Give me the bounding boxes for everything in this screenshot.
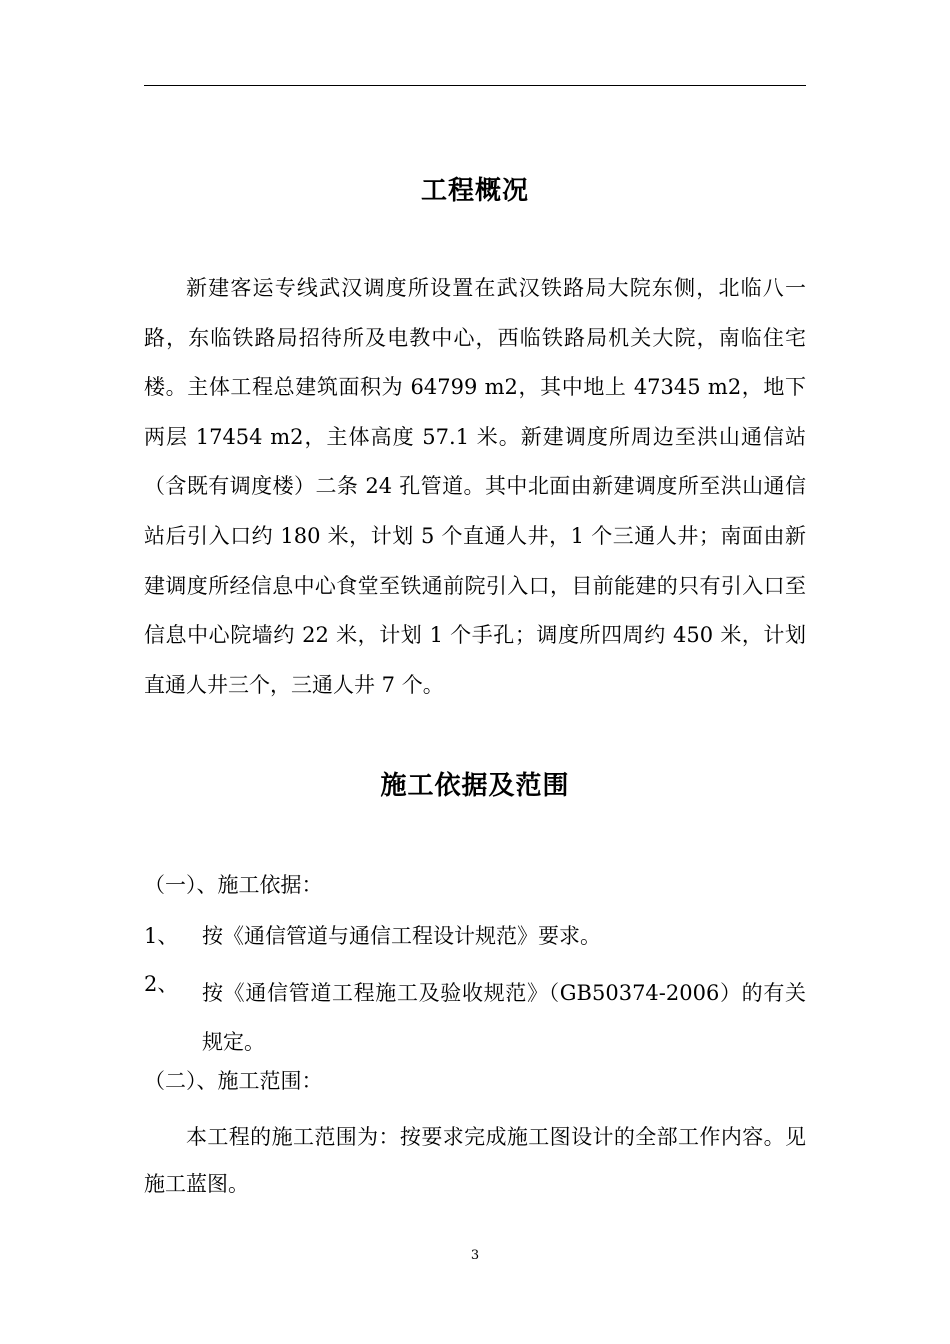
section-title-basis-scope: 施工依据及范围 (380, 771, 570, 801)
list-item-number: 1、 (144, 924, 179, 948)
list-item-text: 按《通信管道工程施工及验收规范》（GB50374-2006）的有关规定。 (202, 981, 806, 1054)
list-item-number: 2、 (144, 972, 179, 996)
scope-paragraph: 本工程的施工范围为：按要求完成施工图设计的全部工作内容。见施工蓝图。 (144, 1125, 806, 1196)
scope-heading: （二）、施工范围： (144, 1069, 323, 1093)
header-rule (144, 85, 806, 86)
section-title-overview: 工程概况 (420, 176, 529, 206)
overview-paragraph: 新建客运专线武汉调度所设置在武汉铁路局大院东侧，北临八一路，东临铁路局招待所及电教中心，西临铁路局机关大院，南临住宅楼。主体工程总建筑面积为 64799 m2，其中地上 47345 m2，地下两层 17454 m2，主体高度 57.1 米。新建调度所周边至洪山通信站（含既有调度楼）二条 24 孔管道。其中北面由新建调度所至洪山通信站后引入口约 180 米，计划 5 个直通人井，1 个三通人井；南面由新建调度所经信息中心食堂至铁通前院引入口，目前能建的只有引入口至信息中心院墙约 22 米，计划 1 个手孔；调度所四周约 450 米，计划直通人井三个，三通人井 7 个。 (144, 276, 806, 697)
basis-heading: （一）、施工依据： (144, 873, 323, 897)
page-number: 3 (470, 1248, 480, 1263)
list-item-text: 按《通信管道与通信工程设计规范》要求。 (202, 924, 601, 948)
